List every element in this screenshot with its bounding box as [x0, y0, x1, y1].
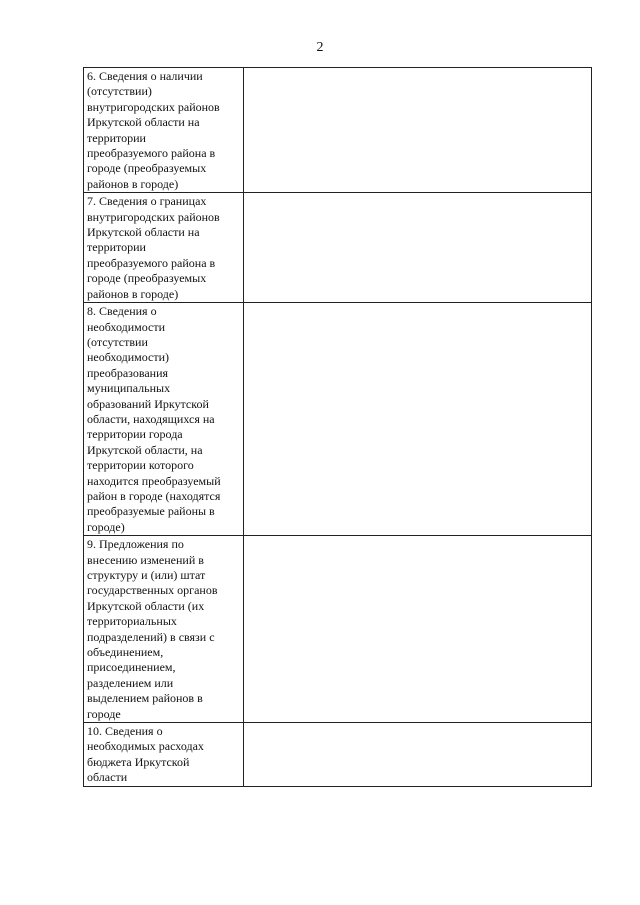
- row-label-text: 9. Предложения по внесению изменений в структуру и (или) штат государственных органов Иркутской области (их территориальных подразделений) в связи с объединением, присоединением, разделением или выделением районов в городе: [87, 537, 218, 721]
- row-label-text: 8. Сведения о необходимости (отсутствии необходимости) преобразования муниципальных образований Иркутской области, находящихся на территории города Иркутской области, на территории которого находится преобразуемый район в городе (находятся преобразуемые районы в городе): [87, 304, 221, 534]
- row-value-cell: [244, 68, 592, 193]
- row-label-text: 6. Сведения о наличии (отсутствии) внутригородских районов Иркутской области на территории преобразуемого района в городе (преобразуемых районов в городе): [87, 69, 220, 191]
- row-label-text: 10. Сведения о необходимых расходах бюджета Иркутской области: [87, 724, 204, 785]
- table-row: [84, 303, 592, 536]
- row-label-cell: [84, 303, 244, 536]
- page-number: 2: [316, 40, 324, 55]
- table-row: [84, 536, 592, 723]
- row-label-cell: [84, 536, 244, 723]
- info-table: [83, 67, 592, 787]
- row-label-cell: [84, 723, 244, 787]
- row-value-cell: [244, 723, 592, 787]
- row-value-cell: [244, 303, 592, 536]
- table-row: [84, 723, 592, 787]
- row-value-cell: [244, 536, 592, 723]
- row-label-text: 7. Сведения о границах внутригородских районов Иркутской области на территории преобразуемого района в городе (преобразуемых районов в городе): [87, 194, 220, 301]
- row-value-cell: [244, 193, 592, 303]
- table-row: [84, 193, 592, 303]
- row-label-cell: [84, 193, 244, 303]
- row-label-cell: [84, 68, 244, 193]
- table-row: [84, 68, 592, 193]
